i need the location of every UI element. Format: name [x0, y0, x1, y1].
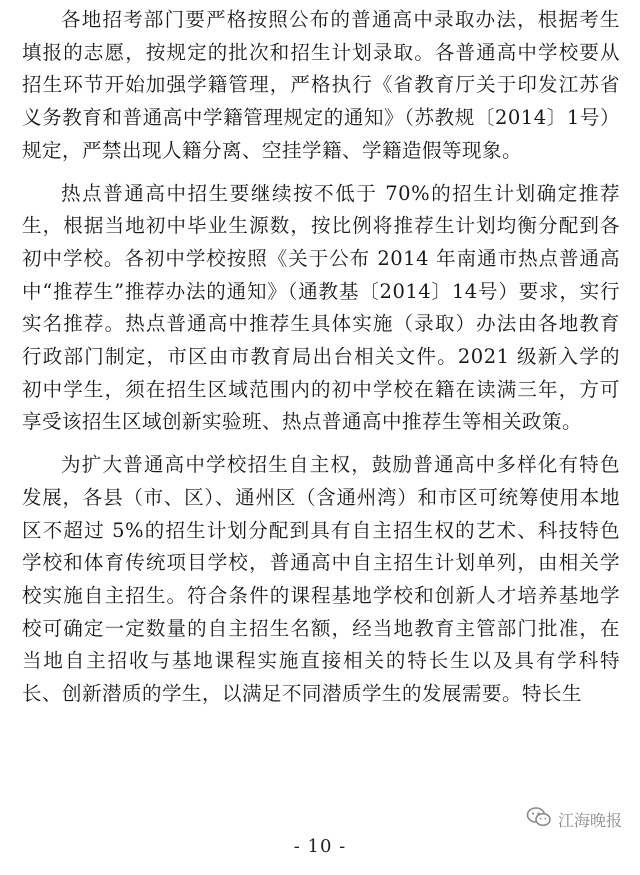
- wechat-icon: [526, 806, 552, 832]
- watermark: [526, 806, 622, 832]
- document-body: [22, 4, 620, 721]
- page-number: - 10 -: [293, 836, 347, 857]
- paragraph-2: 热点普通高中招生要继续按不低于 70%的招生计划确定推荐生，根据当地初中毕业生源数，按比例将推荐生计划均衡分配到各初中学校。各初中学校按照《关于公布 2014 年南通市热点普通高中“推荐生”推荐办法的通知》（通教基〔2014〕14号）要求，实行实名推荐。热点普通高中推荐生具体实施（录取）办法由各地教育行政部门制定，市区由市教育局出台相关文件。2021 级新入学的初中学生，须在招生区域范围内的初中学校在籍在读满三年，方可享受该招生区域创新实验班、热点普通高中推荐生等相关政策。: [22, 181, 620, 434]
- paragraph-3: 为扩大普通高中学校招生自主权，鼓励普通高中多样化有特色发展，各县（市、区）、通州区（含通州湾）和市区可统筹使用本地区不超过 5%的招生计划分配到具有自主招生权的艺术、科技特色学校和体育传统项目学校，普通高中自主招生计划单列，由相关学校实施自主招生。符合条件的课程基地学校和创新人才培养基地学校可确定一定数量的自主招生名额，经当地教育主管部门批准，在当地自主招收与基地课程实施直接相关的特长生以及具有学科特长、创新潜质的学生，以满足不同潜质学生的发展需要。特长生: [22, 453, 620, 706]
- watermark-text: 江海晚报: [557, 810, 622, 830]
- paragraph-1: 各地招考部门要严格按照公布的普通高中录取办法，根据考生填报的志愿，按规定的批次和招生计划录取。各普通高中学校要从招生环节开始加强学籍管理，严格执行《省教育厅关于印发江苏省义务教育和普通高中学籍管理规定的通知》（苏教规〔2014〕1号）规定，严禁出现人籍分离、空挂学籍、学籍造假等现象。: [22, 8, 620, 162]
